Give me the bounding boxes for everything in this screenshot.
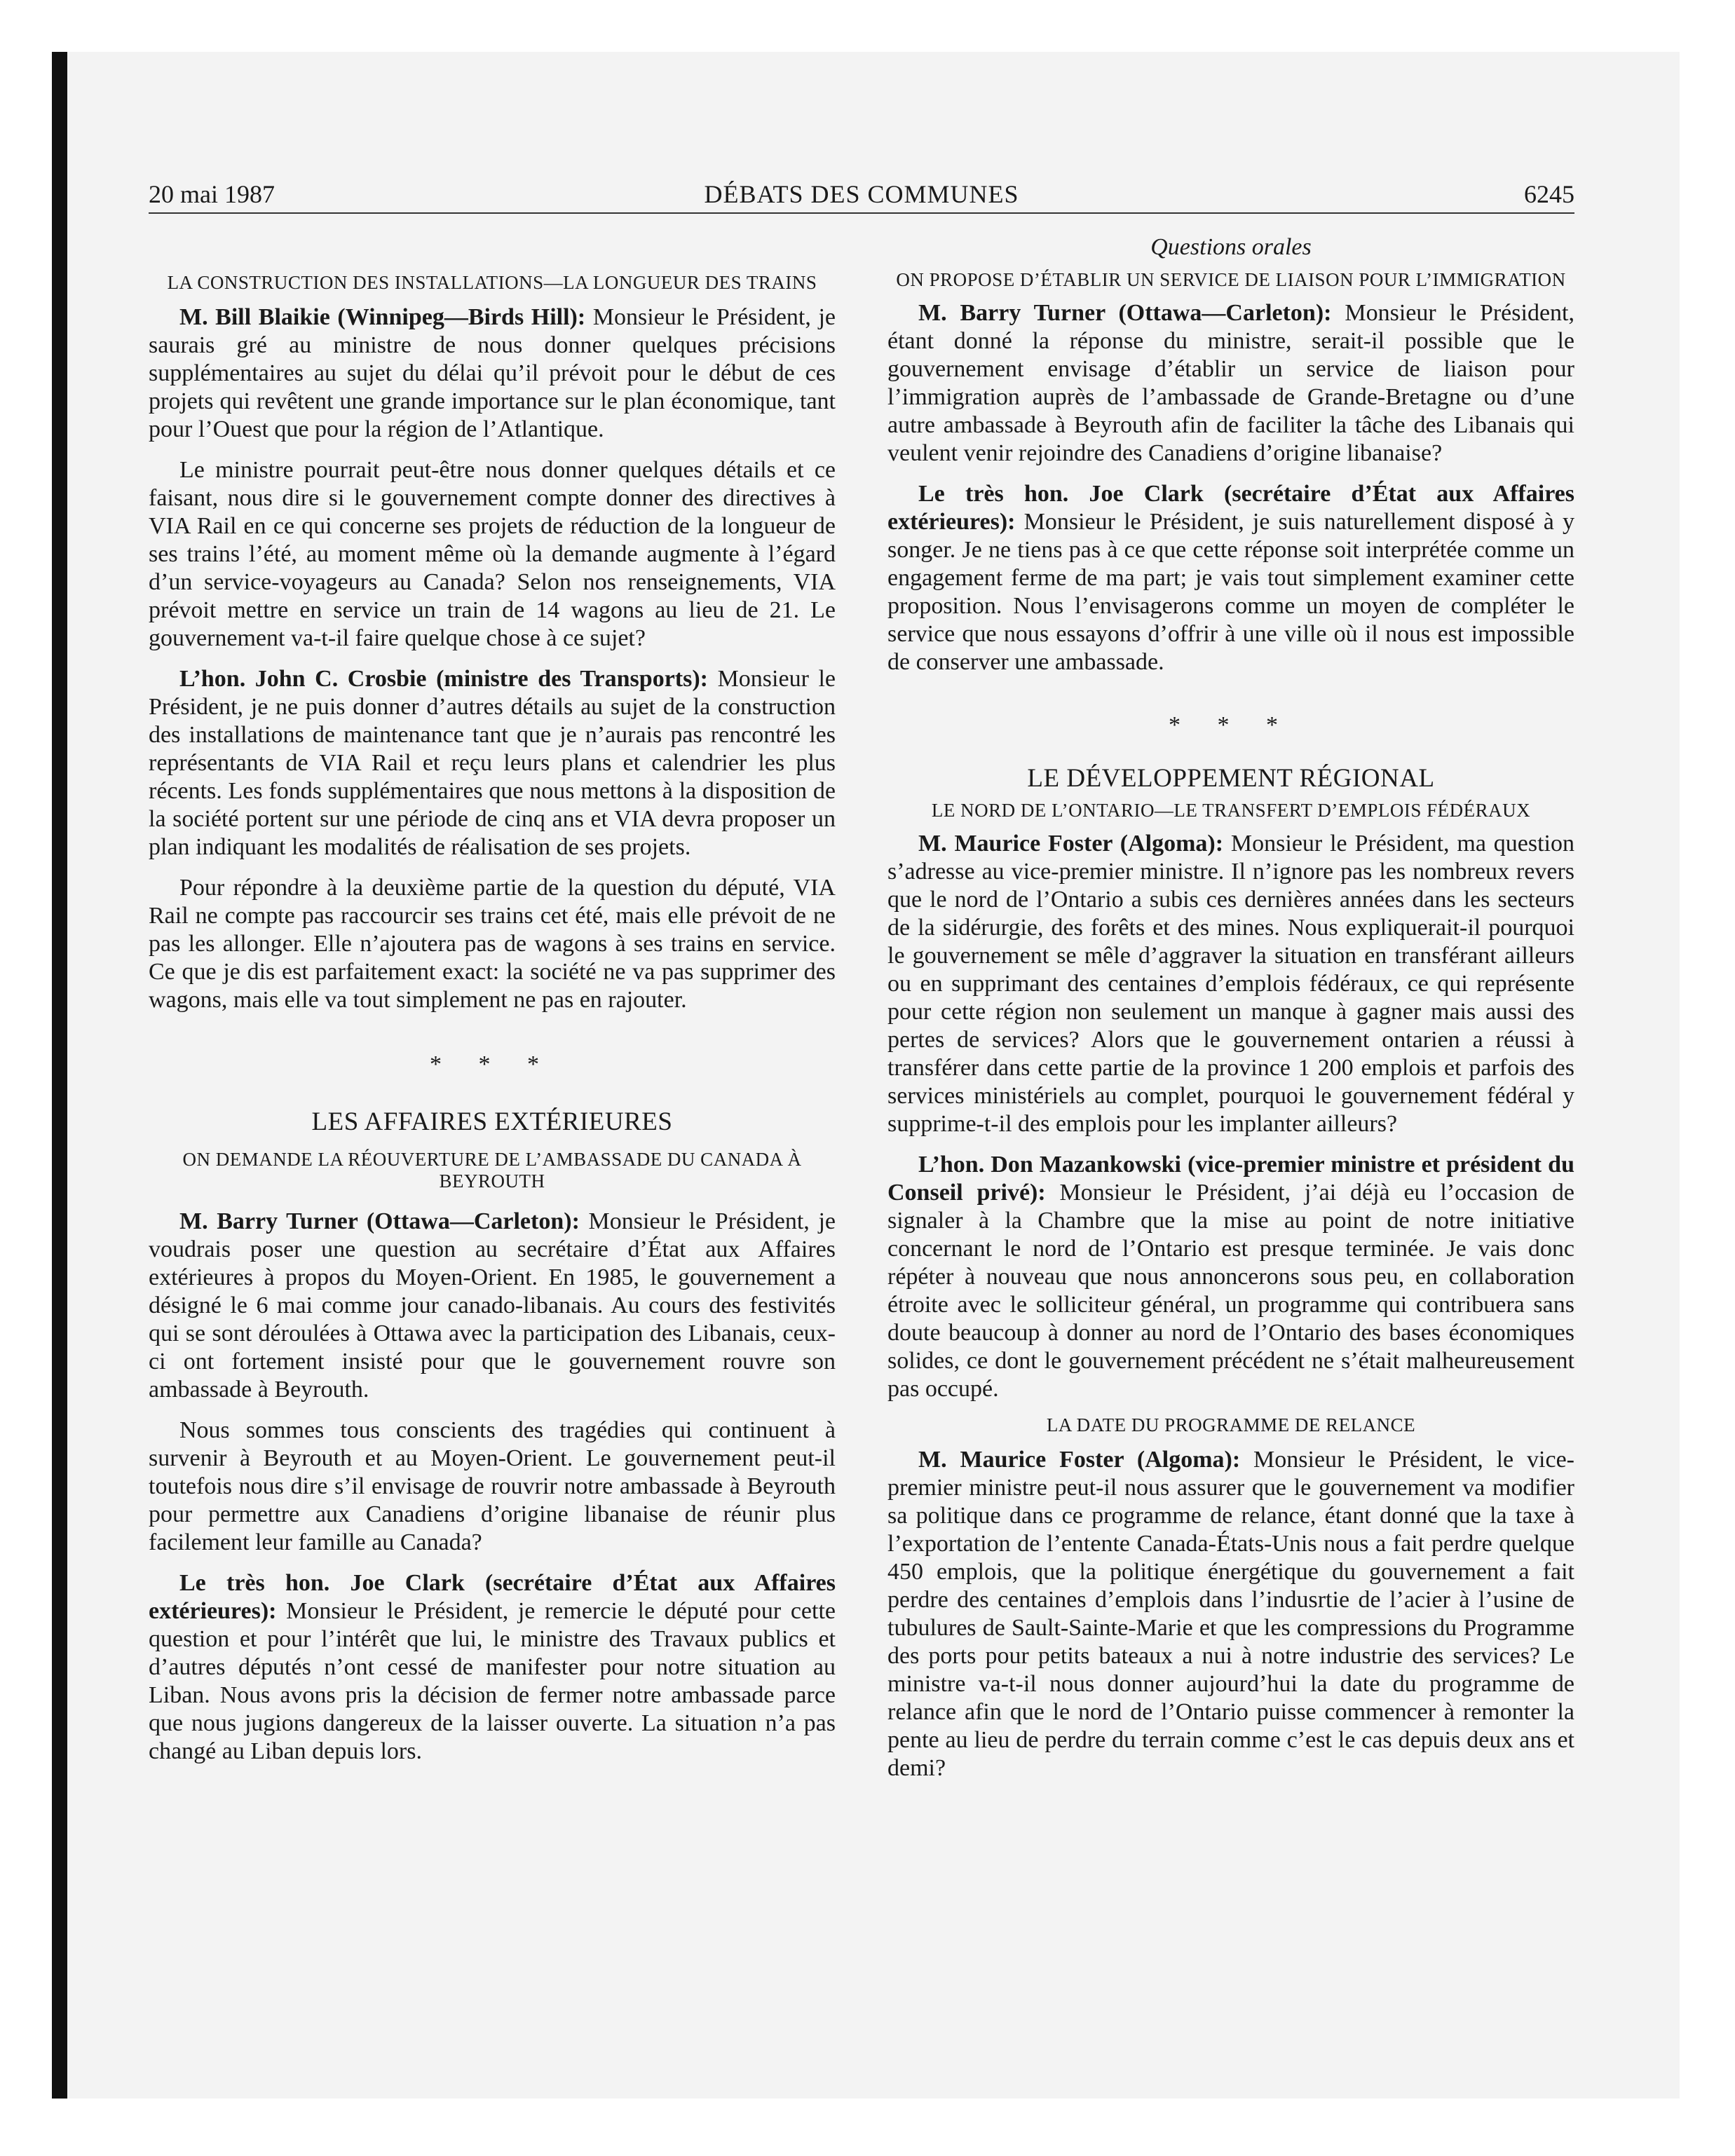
header-page-number: 6245 bbox=[1524, 180, 1574, 208]
speech-text: Monsieur le Président, je ne puis donner d’autres détails au sujet de la construction des installations de maintenance tant que je n’aurais pas rencontré les représentants de VIA Rail et reçu leurs plans et calendrier les plus récents. Les fonds supplémentaires que nous mettons à la disposition de la société portent sur une période de cinq ans et VIA devra proposer un plan indiquant les modalités de réalisation de ses projets. bbox=[149, 666, 836, 860]
running-header bbox=[149, 177, 1574, 212]
speaker-name: L’hon. John C. Crosbie (ministre des Transports): bbox=[179, 666, 708, 692]
speech-text: Monsieur le Président, étant donné la réponse du ministre, serait-il possible que le gouvernement envisage d’établir un service de liaison pour l’immigration auprès de l’ambassade de Grande-Bretagne ou d’une autre ambassade à Beyrouth afin de faciliter la tâche des Libanais qui veulent venir rejoindre des Canadiens d’origine libanaise? bbox=[887, 300, 1574, 466]
right-column bbox=[887, 231, 1574, 1782]
speaker-name: L’hon. Don Mazankowski (vice-premier ministre et président du Conseil privé): bbox=[887, 1152, 1574, 1206]
subheading-nord-ontario: LE NORD DE L’ONTARIO—LE TRANSFERT D’EMPLOIS FÉDÉRAUX bbox=[931, 800, 1531, 821]
speaker-name: M. Maurice Foster (Algoma): bbox=[918, 831, 1224, 857]
header-rule bbox=[149, 212, 1574, 214]
paragraph-turner bbox=[149, 1208, 836, 1404]
paragraph-blaikie-cont: Le ministre pourrait peut-être nous donner quelques détails et ce faisant, nous dire si le gouvernement compte donner des directives à VIA Rail en ce qui concerne ses projets de réduction de la longueur de ses trains l’été, au moment même où la demande augmente à l’égard d’un service-voyageurs au Canada? Selon nos renseignements, VIA prévoit mettre en service un train de 14 wagons au lieu de 21. Le gouvernement va-t-il faire quelque chose à ce sujet? bbox=[149, 457, 836, 651]
paragraph-turner-cont: Nous sommes tous conscients des tragédies qui continuent à survenir à Beyrouth et au Moyen-Orient. Le gouvernement peut-il toutefois nous dire s’il envisage de rouvrir notre ambassade à Beyrouth pour permettre aux Canadiens d’origine libanaise de réunir plus facilement leur famille au Canada? bbox=[149, 1417, 836, 1555]
section-title-developpement-regional: LE DÉVELOPPEMENT RÉGIONAL bbox=[1027, 764, 1435, 793]
speech-text: Monsieur le Président, je remercie le député pour cette question et pour l’intérêt que lui, le ministre des Travaux publics et d’autres députés n’ont cessé de manifester pour notre situation au Liban. Nous avons pris la décision de fermer notre ambassade parce que nous jugions dangereux de la laisser ouverte. La situation n’a pas changé au Liban depuis lors. bbox=[149, 1598, 836, 1764]
paragraph-mazankowski bbox=[887, 1151, 1574, 1403]
header-title: DÉBATS DES COMMUNES bbox=[704, 180, 1019, 208]
speech-text: Monsieur le Président, le vice-premier ministre peut-il nous assurer que le gouvernement va modifier sa politique dans ce programme de relance, étant donné que la taxe à l’exportation de l’entente Canada-États-Unis nous a fait perdre quelque 450 emplois, que la politique énergétique du gouvernement a fait perdre des centaines d’emplois dans l’indusrtie de l’acier à l’usine de tubulures de Sault-Sainte-Marie et que les compressions du Programme des ports pour petits bateaux a nui à notre industrie des services? Le ministre va-t-il nous donner aujourd’hui la date du programme de relance afin que le nord de l’Ontario puisse commencer à remonter la pente au lieu de perdre du terrain comme c’est le cas depuis deux ans et demi? bbox=[887, 1447, 1574, 1781]
subheading-liaison-immigration: ON PROPOSE D’ÉTABLIR UN SERVICE DE LIAISON POUR L’IMMIGRATION bbox=[896, 269, 1566, 290]
scan-binding-edge bbox=[52, 52, 67, 2099]
subheading-ambassade: ON DEMANDE LA RÉOUVERTURE DE L’AMBASSADE DU CANADA À BEYROUTH bbox=[182, 1149, 802, 1192]
speech-text: Monsieur le Président, ma question s’adresse au vice-premier ministre. Il n’ignore pas les nombreux revers que le nord de l’Ontario a subis ces dernières années dans les secteurs de la sidérurgie, des forêts et des mines. Nous expliquerait-il pourquoi le gouvernement se mêle d’aggraver la situation en transférant ailleurs ou en supprimant des centaines d’emplois fédéraux, ce qui représente pour cette région non seulement un manque à gagner mais aussi des pertes de services? Alors que le gouvernement ontarien a réussi à transférer dans cette partie de la province 1 200 emplois et parfois des services ministériels au complet, pourquoi le gouvernement fédéral y supprime-t-il des emplois pour les implanter ailleurs? bbox=[887, 831, 1574, 1137]
speaker-name: M. Barry Turner (Ottawa—Carleton): bbox=[179, 1208, 580, 1234]
paragraph-blaikie bbox=[149, 303, 836, 444]
speaker-name: M. Bill Blaikie (Winnipeg—Birds Hill): bbox=[179, 304, 586, 330]
subheading-construction: LA CONSTRUCTION DES INSTALLATIONS—LA LONGUEUR DES TRAINS bbox=[167, 272, 817, 293]
paragraph-clark-2 bbox=[887, 480, 1574, 676]
speech-text: Monsieur le Président, je voudrais poser une question au secrétaire d’État aux Affaires extérieures à propos du Moyen-Orient. En 1985, le gouvernement a désigné le 6 mai comme jour canado-libanais. Au cours des festivités qui se sont déroulées à Ottawa avec la participation des Libanais, ceux-ci ont fortement insisté pour que le gouvernement rouvre son ambassade à Beyrouth. bbox=[149, 1208, 836, 1403]
paragraph-foster bbox=[887, 830, 1574, 1138]
paragraph-clark bbox=[149, 1569, 836, 1766]
speech-text: Monsieur le Président, j’ai déjà eu l’occasion de signaler à la Chambre que la mise au point de notre initiative concernant le nord de l’Ontario est presque terminée. Je vais donc répéter à nouveau que nous annoncerons sous peu, en collaboration étroite avec le solliciteur général, un programme qui contribuera sans doute beaucoup à donner au nord de l’Ontario des bases économiques solides, ce dont le gouvernement précédent ne s’était malheureusement pas occupé. bbox=[887, 1180, 1575, 1402]
header-date: 20 mai 1987 bbox=[149, 180, 275, 208]
section-separator: * * * bbox=[1169, 712, 1293, 738]
section-title-affaires-exterieures: LES AFFAIRES EXTÉRIEURES bbox=[311, 1107, 673, 1136]
speaker-name: Le très hon. Joe Clark (secrétaire d’État aux Affaires extérieures): bbox=[887, 481, 1574, 535]
paragraph-crosbie bbox=[149, 665, 836, 861]
paragraph-crosbie-cont: Pour répondre à la deuxième partie de la question du député, VIA Rail ne compte pas raccourcir ses trains cet été, mais elle prévoit de ne pas les allonger. Elle n’ajoutera pas de wagons à ses trains en service. Ce que je dis est parfaitement exact: la société ne va pas supprimer des wagons, mais elle va tout simplement ne pas en rajouter. bbox=[149, 875, 836, 1013]
section-separator: * * * bbox=[430, 1051, 554, 1077]
paragraph-foster-2 bbox=[887, 1446, 1574, 1782]
paragraph-turner-2 bbox=[887, 299, 1574, 468]
left-column bbox=[149, 231, 836, 1766]
speaker-name: M. Barry Turner (Ottawa—Carleton): bbox=[918, 300, 1332, 326]
speech-text: Monsieur le Président, je suis naturellement disposé à y songer. Je ne tiens pas à ce que cette réponse soit interprétée comme un engagement ferme de ma part; je vais tout simplement examiner cette proposition. Nous l’envisagerons comme un moyen de compléter le service que nous essayons d’offrir à une ville où il nous est impossible de conserver une ambassade. bbox=[887, 509, 1574, 675]
italic-heading-questions-orales: Questions orales bbox=[1150, 234, 1312, 260]
subheading-programme-relance: LA DATE DU PROGRAMME DE RELANCE bbox=[1046, 1414, 1416, 1435]
speech-text: Monsieur le Président, je saurais gré au ministre de nous donner quelques précisions supplémentaires au sujet du délai qu’il prévoit pour le début de ces projets qui revêtent une grande importance sur le plan économique, tant pour l’Ouest que pour la région de l’Atlantique. bbox=[149, 304, 836, 442]
speaker-name: M. Maurice Foster (Algoma): bbox=[918, 1447, 1241, 1473]
speaker-name: Le très hon. Joe Clark (secrétaire d’État aux Affaires extérieures): bbox=[149, 1570, 836, 1624]
